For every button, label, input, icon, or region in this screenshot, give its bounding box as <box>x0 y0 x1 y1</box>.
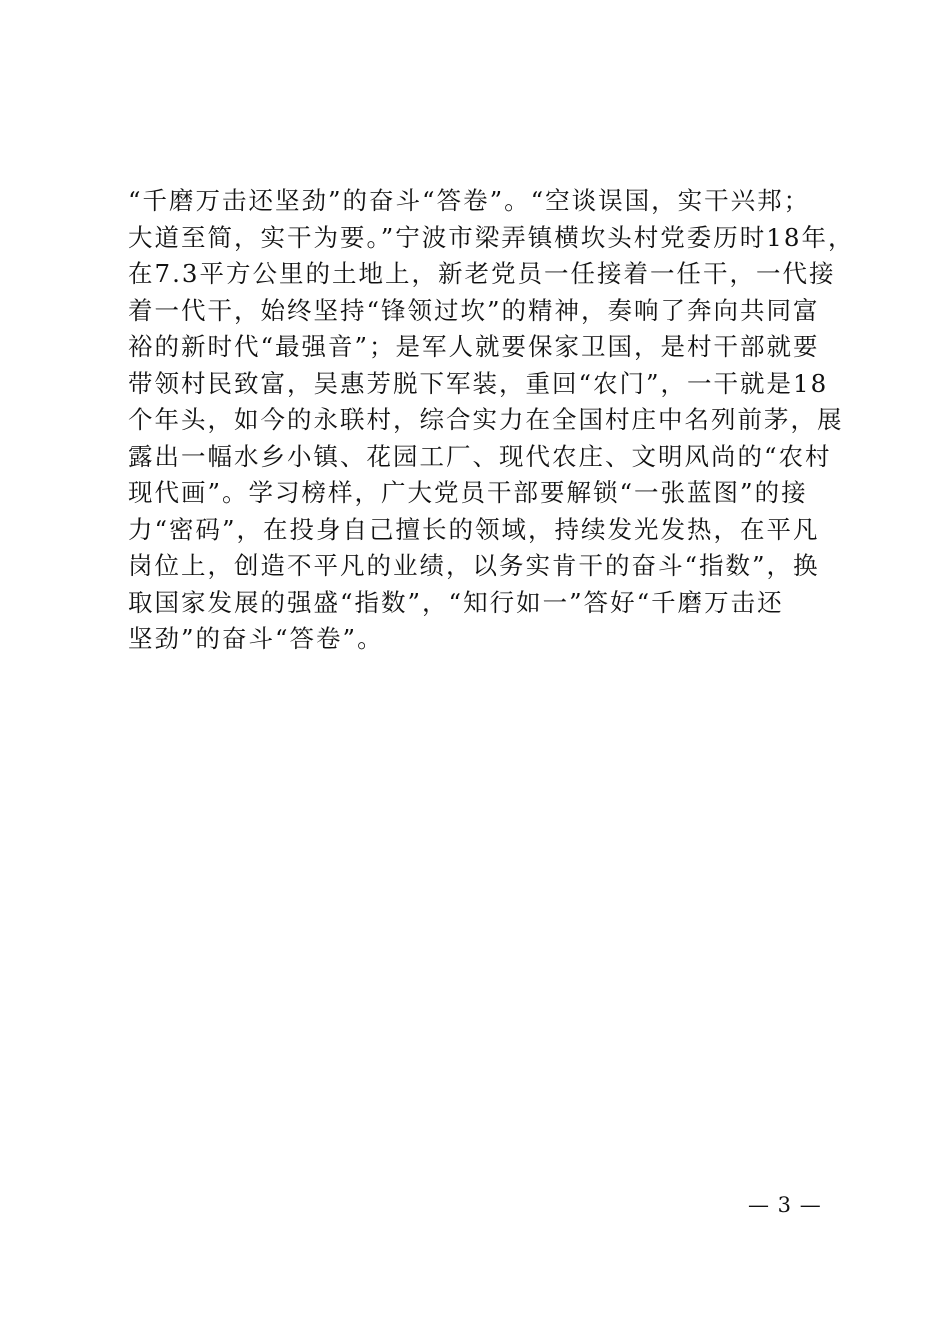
text-line: 带领村民致富，吴惠芳脱下军装，重回“农门”，一干就是18 <box>128 368 829 398</box>
text-line: 取国家发展的强盛“指数”，“知行如一”答好“千磨万击还 <box>128 587 784 617</box>
text-line: 力“密码”，在投身自己擅长的领域，持续发光发热，在平凡 <box>128 514 820 544</box>
text-line: 露出一幅水乡小镇、花园工厂、现代农庄、文明风尚的“农村 <box>128 441 832 471</box>
body-paragraph <box>128 183 858 658</box>
page-number: — 3 — <box>748 1193 822 1217</box>
text-line: 着一代干，始终坚持“锋领过坎”的精神，奏响了奔向共同富 <box>128 295 820 325</box>
text-line: 在7.3平方公里的土地上，新老党员一任接着一任干，一代接 <box>128 259 836 288</box>
text-line: 裕的新时代“最强音”；是军人就要保家卫国，是村干部就要 <box>128 332 820 361</box>
text-line: 个年头，如今的永联村，综合实力在全国村庄中名列前茅，展 <box>128 405 844 434</box>
text-line: 现代画”。学习榜样，广大党员干部要解锁“一张蓝图”的接 <box>128 478 808 507</box>
text-line: 坚劲”的奋斗“答卷”。 <box>128 624 384 653</box>
text-line: 大道至简，实干为要。”宁波市梁弄镇横坎头村党委历时18年， <box>128 222 855 252</box>
text-line: 岗位上，创造不平凡的业绩，以务实肯干的奋斗“指数”，换 <box>128 551 820 580</box>
text-line: “千磨万击还坚劲”的奋斗“答卷”。“空谈误国，实干兴邦； <box>128 186 811 215</box>
